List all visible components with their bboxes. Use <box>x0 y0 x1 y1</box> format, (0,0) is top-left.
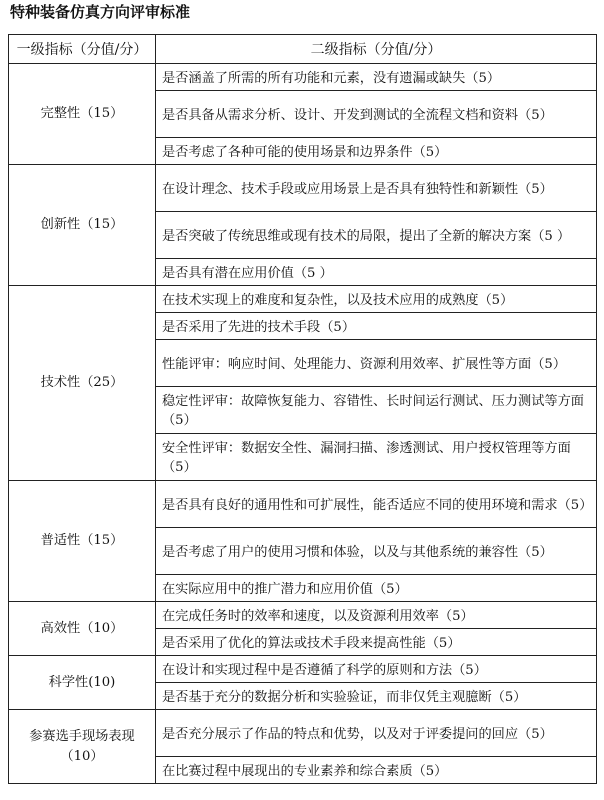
table-row <box>9 710 597 757</box>
level2-cell: 是否充分展示了作品的特点和优势，以及对于评委提问的回应（5） <box>156 710 597 757</box>
criteria-table <box>8 34 597 784</box>
table-row <box>9 165 597 212</box>
level1-name: 创新性 <box>40 217 81 232</box>
level1-name: 高效性 <box>40 620 81 636</box>
level2-cell: 在设计和实现过程中是否遵循了科学的原则和方法（5） <box>156 656 597 683</box>
level1-score: （25） <box>80 375 124 390</box>
level1-cell-scientificity <box>9 656 156 710</box>
level2-cell: 是否具有潜在应用价值（5 ） <box>156 259 597 286</box>
level2-cell: 在完成任务时的效率和速度，以及资源利用效率（5） <box>156 602 597 629</box>
level2-cell: 是否涵盖了所需的所有功能和元素，没有遗漏或缺失（5） <box>156 64 597 91</box>
level2-cell: 是否具有良好的通用性和可扩展性，能否适应不同的使用环境和需求（5） <box>156 481 597 528</box>
level2-cell: 稳定性评审：故障恢复能力、容错性、长时间运行测试、压力测试等方面（5） <box>156 387 597 434</box>
level2-cell: 是否基于充分的数据分析和实验验证，而非仅凭主观臆断（5） <box>156 683 597 710</box>
table-row <box>9 656 597 683</box>
level2-cell: 是否采用了优化的算法或技术手段来提高性能（5） <box>156 629 597 656</box>
level2-cell: 在实际应用中的推广潜力和应用价值（5） <box>156 575 597 602</box>
level2-cell: 是否考虑了用户的使用习惯和体验，以及与其他系统的兼容性（5） <box>156 528 597 575</box>
level1-cell-innovation <box>9 165 156 286</box>
level2-cell: 是否采用了先进的技术手段（5） <box>156 313 597 340</box>
table-row <box>9 602 597 629</box>
level2-cell: 安全性评审：数据安全性、漏洞扫描、渗透测试、用户授权管理等方面（5） <box>156 434 597 481</box>
level1-cell-universality <box>9 481 156 602</box>
level1-name: 技术性 <box>40 375 81 390</box>
table-row <box>9 286 597 313</box>
table-row <box>9 481 597 528</box>
level1-score: （15） <box>80 106 124 121</box>
level1-name: 完整性 <box>40 106 81 121</box>
level1-cell-technicality <box>9 286 156 481</box>
header-level1: 一级指标（分值/分） <box>9 35 156 64</box>
level2-cell: 在技术实现上的难度和复杂性，以及技术应用的成熟度（5） <box>156 286 597 313</box>
level2-cell: 是否考虑了各种可能的使用场景和边界条件（5） <box>156 138 597 165</box>
header-row <box>9 35 597 64</box>
level1-name: 科学性 <box>48 674 89 690</box>
level1-name: 普适性 <box>40 533 81 548</box>
level1-cell-efficiency <box>9 602 156 656</box>
level2-cell: 在设计理念、技术手段或应用场景上是否具有独特性和新颖性（5） <box>156 165 597 212</box>
level1-score: （15） <box>80 217 124 232</box>
level1-score: （15） <box>80 533 124 548</box>
level1-score: （10） <box>80 620 124 636</box>
level2-cell: 是否具备从需求分析、设计、开发到测试的全流程文档和资料（5） <box>156 91 597 138</box>
level2-cell: 是否突破了传统思维或现有技术的局限，提出了全新的解决方案（5 ） <box>156 212 597 259</box>
header-level2: 二级指标（分值/分） <box>156 35 597 64</box>
level1-name: 参赛选手现场表现 <box>29 728 135 744</box>
level1-cell-onsite-performance <box>9 710 156 784</box>
level2-cell: 性能评审：响应时间、处理能力、资源利用效率、扩展性等方面（5） <box>156 340 597 387</box>
level1-score: （10） <box>60 748 104 764</box>
level1-score: (10) <box>88 674 116 690</box>
level2-cell: 在比赛过程中展现出的专业素养和综合素质（5） <box>156 757 597 784</box>
document-title: 特种装备仿真方向评审标准 <box>10 3 191 21</box>
table-row <box>9 64 597 91</box>
level1-cell-completeness <box>9 64 156 165</box>
